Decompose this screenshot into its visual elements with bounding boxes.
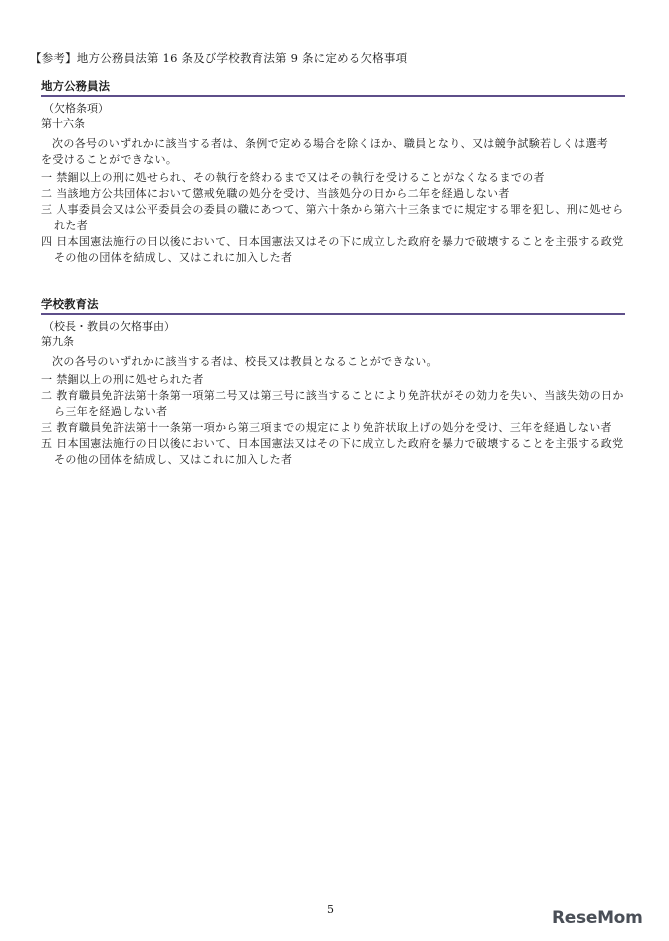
page-number: 5 bbox=[327, 903, 334, 916]
list-item: 二 教育職員免許法第十条第一項第二号又は第三号に該当することにより免許状がその効力を失い、当該失効の日から三年を経過しない者 bbox=[41, 389, 624, 418]
list-item: 四 日本国憲法施行の日以後において、日本国憲法又はその下に成立した政府を暴力で破壊することを主張する政党その他の団体を結成し、又はこれに加入した者 bbox=[41, 235, 624, 264]
article-item-list bbox=[41, 372, 625, 468]
list-item: 二 当該地方公共団体において懲戒免職の処分を受け、当該処分の日から二年を経過しない者 bbox=[41, 187, 510, 200]
article-item-list bbox=[41, 170, 625, 266]
resemom-logo: ReseMom bbox=[552, 908, 643, 928]
list-item: 三 教育職員免許法第十一条第一項から第三項までの規定により免許状取上げの処分を受け、三年を経過しない者 bbox=[41, 421, 612, 434]
section-school-education-act bbox=[41, 297, 625, 468]
list-item: 一 禁錮以上の刑に処せられた者 bbox=[41, 373, 204, 386]
section-local-public-service-act bbox=[41, 79, 625, 266]
list-item: 三 人事委員会又は公平委員会の委員の職にあつて、第六十条から第六十三条までに規定する罪を犯し、刑に処せられた者 bbox=[41, 203, 624, 232]
section-heading: 学校教育法 bbox=[41, 297, 625, 315]
article-intro: 次の各号のいずれかに該当する者は、校長又は教員となることができない。 bbox=[52, 355, 438, 368]
list-item: 五 日本国憲法施行の日以後において、日本国憲法又はその下に成立した政府を暴力で破壊することを主張する政党その他の団体を結成し、又はこれに加入した者 bbox=[41, 437, 624, 466]
document-title: 【参考】地方公務員法第 16 条及び学校教育法第 9 条に定める欠格事項 bbox=[30, 51, 408, 65]
section-heading: 地方公務員法 bbox=[41, 79, 625, 97]
article-caption: （校長・教員の欠格事由） bbox=[43, 320, 175, 333]
article-number: 第十六条 bbox=[41, 117, 85, 130]
article-number: 第九条 bbox=[41, 335, 74, 348]
article-caption: （欠格条項） bbox=[43, 102, 109, 115]
list-item: 一 禁錮以上の刑に処せられ、その執行を終わるまで又はその執行を受けることがなくなるまでの者 bbox=[41, 171, 545, 184]
article-intro: 次の各号のいずれかに該当する者は、条例で定める場合を除くほか、職員となり、又は競争試験若しくは選考を受けることができない。 bbox=[41, 137, 609, 166]
